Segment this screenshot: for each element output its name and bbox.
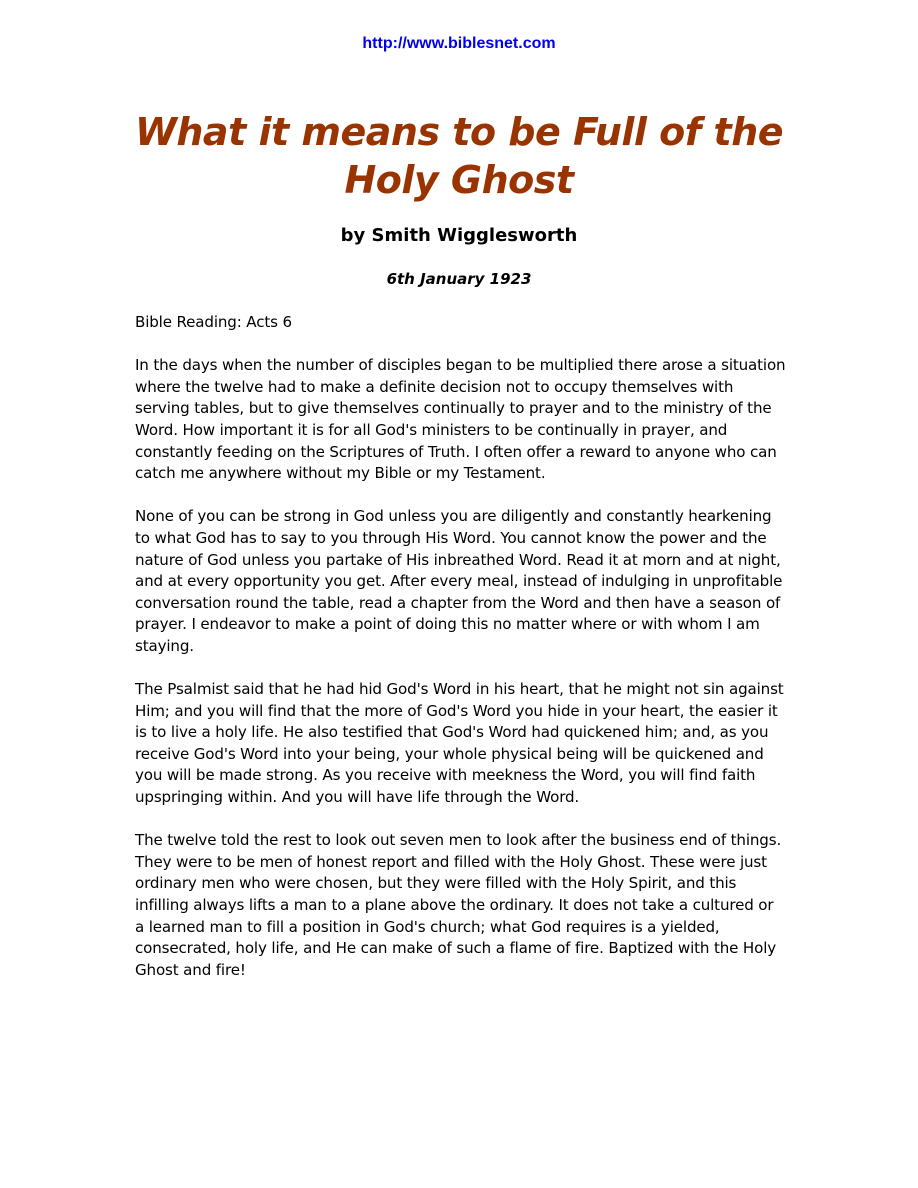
article-title: What it means to be Full of the Holy Ghost: [134, 110, 784, 202]
article-body: [135, 312, 787, 1003]
article-author: by Smith Wigglesworth: [340, 225, 578, 246]
paragraph-3: The Psalmist said that he had hid God's Word in his heart, that he might not sin against Him; and you will find that the more of God's Word you hide in your heart, the easier it is to live a holy life. He also testified that God's Word had quickened him; and, as you receive God's Word into your being, your whole physical being will be quickened and you will be made strong. As you receive with meekness the Word, you will find faith upspringing within. And you will have life through the Word.: [135, 680, 784, 807]
paragraph-2: None of you can be strong in God unless you are diligently and constantly hearkening to what God has to say to you through His Word. You cannot know the power and the nature of God unless you partake of His inbreathed Word. Read it at morn and at night, and at every opportunity you get. After every meal, instead of indulging in unprofitable conversation round the table, read a chapter from the Word and then have a season of prayer. I endeavor to make a point of doing this no matter where or with whom I am staying.: [135, 507, 783, 655]
site-link[interactable]: http://www.biblesnet.com: [362, 35, 556, 52]
article-date: 6th January 1923: [386, 270, 532, 288]
bible-reading: Bible Reading: Acts 6: [135, 313, 292, 331]
paragraph-1: In the days when the number of disciples began to be multiplied there arose a situation where the twelve had to make a definite decision not to occupy themselves with serving tables, but to give themselves continually to prayer and to the ministry of the Word. How important it is for all God's ministers to be continually in prayer, and constantly feeding on the Scriptures of Truth. I often offer a reward to anyone who can catch me anywhere without my Bible or my Testament.: [135, 356, 786, 483]
paragraph-4: The twelve told the rest to look out seven men to look after the business end of things. They were to be men of honest report and filled with the Holy Ghost. These were just ordinary men who were chosen, but they were filled with the Holy Spirit, and this infilling always lifts a man to a plane above the ordinary. It does not take a cultured or a learned man to fill a position in God's church; what God requires is a yielded, consecrated, holy life, and He can make of such a flame of fire. Baptized with the Holy Ghost and fire!: [135, 831, 782, 979]
